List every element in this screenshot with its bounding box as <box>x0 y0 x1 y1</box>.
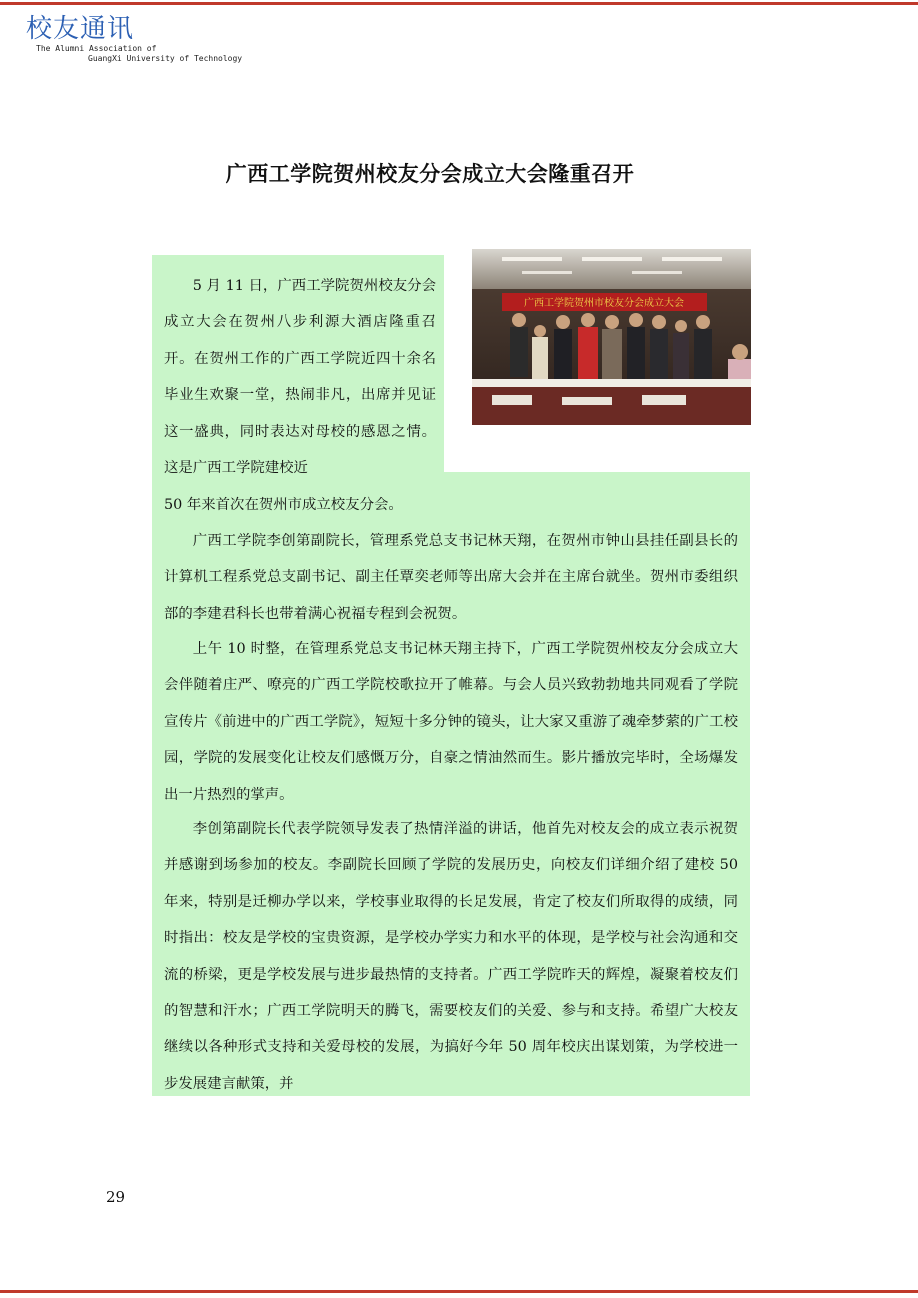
bottom-rule <box>0 1290 918 1293</box>
masthead <box>26 14 242 64</box>
photo-banner-text: 广西工学院贺州市校友分会成立大会 <box>524 298 684 309</box>
paragraph-1: 5 月 11 日，广西工学院贺州校友分会成立大会在贺州八步利源大酒店隆重召开。在贺州工作的广西工学院近四十余名毕业生欢聚一堂，热闹非凡，出席并见证这一盛典，同时表达对母校的感恩之情。这是广西工学院建校近 <box>164 278 436 477</box>
event-photo-illustration <box>472 249 751 425</box>
paragraph-4: 李创第副院长代表学院领导发表了热情洋溢的讲话，他首先对校友会的成立表示祝贺并感谢到场参加的校友。李副院长回顾了学院的发展历史，向校友们详细介绍了建校 50 年来，特别是迁柳办学以来，学校事业取得的长足发展，肯定了校友们所取得的成绩，同时指出：校友是学校的宝贵资源，是学校办学实力和水平的体现，是学校与社会沟通和交流的桥梁，更是学校发展与进步最热情的支持者。广西工学院昨天的辉煌，凝聚着校友们的智慧和汗水；广西工学院明天的腾飞，需要校友们的关爱、参与和支持。希望广大校友继续以各种形式支持和关爱母校的发展，为搞好今年 50 周年校庆出谋划策，为学校进一步发展建言献策，并 <box>164 821 738 1092</box>
paragraph-3: 上午 10 时整，在管理系党总支书记林天翔主持下，广西工学院贺州校友分会成立大会伴随着庄严、嘹亮的广西工学院校歌拉开了帷幕。与会人员兴致勃勃地共同观看了学院宣传片《前进中的广西工学院》，短短十多分钟的镜头，让大家又重游了魂牵梦萦的广工校园，学院的发展变化让校友们感慨万分，自豪之情油然而生。影片播放完毕时，全场爆发出一片热烈的掌声。 <box>164 641 738 803</box>
top-rule <box>0 2 918 5</box>
masthead-subtitle-line2: GuangXi University of Technology <box>88 54 243 63</box>
page-number: 29 <box>106 1188 126 1206</box>
event-photo <box>472 249 751 425</box>
article-headline: 广西工学院贺州校友分会成立大会隆重召开 <box>225 162 635 186</box>
paragraph-2: 广西工学院李创第副院长，管理系党总支书记林天翔，在贺州市钟山县挂任副县长的计算机工程系党总支副书记、副主任覃奕老师等出席大会并在主席台就坐。贺州市委组织部的李建君科长也带着满心祝福专程到会祝贺。 <box>164 533 738 622</box>
paragraph-1-continued: 50 年来首次在贺州市成立校友分会。 <box>164 497 403 513</box>
masthead-subtitle-line1: The Alumni Association of <box>36 44 157 53</box>
masthead-title: 校友通讯 <box>26 14 135 44</box>
